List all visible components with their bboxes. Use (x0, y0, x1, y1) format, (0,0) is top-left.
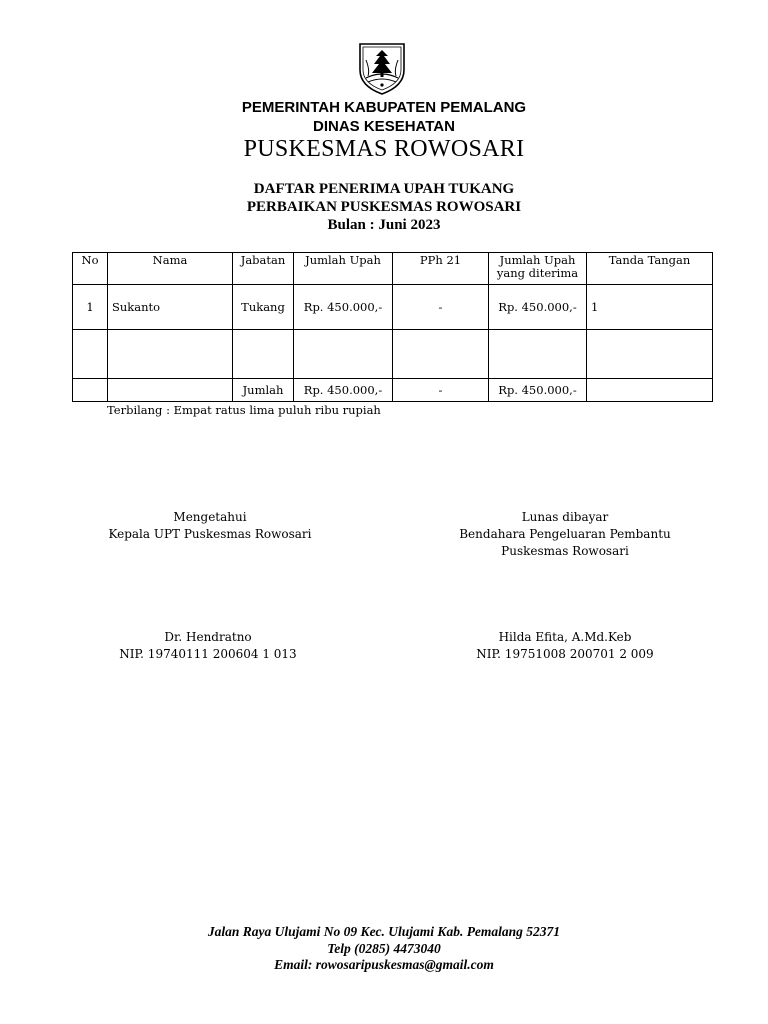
signatory-left (58, 629, 358, 663)
signature-right-line2: Bendahara Pengeluaran Pembantu (459, 527, 671, 541)
terbilang-text: Terbilang : Empat ratus lima puluh ribu rupiah (107, 403, 381, 417)
cell-pph: - (393, 285, 489, 330)
cell-jabatan: Tukang (233, 285, 294, 330)
col-header-jumlah-upah: Jumlah Upah (294, 253, 393, 285)
cell-empty (233, 330, 294, 379)
signature-right-line1: Lunas dibayar (521, 510, 609, 524)
signatory-right-name: Hilda Efita, A.Md.Keb (498, 630, 632, 644)
signatory-right-nip: NIP. 19751008 200701 2 009 (476, 647, 654, 661)
cell-diterima: Rp. 450.000,- (489, 285, 587, 330)
signature-right (415, 509, 715, 560)
wage-table (72, 252, 713, 402)
cell-empty (73, 379, 108, 402)
header-government: PEMERINTAH KABUPATEN PEMALANG (241, 99, 527, 116)
cell-jumlah-upah: Rp. 450.000,- (294, 285, 393, 330)
signature-right-line3: Puskesmas Rowosari (501, 544, 629, 558)
footer-phone: Telp (0285) 4473040 (327, 941, 441, 956)
signatory-right (415, 629, 715, 663)
cell-empty (489, 330, 587, 379)
header-department: DINAS KESEHATAN (313, 118, 455, 135)
signature-left-line2: Kepala UPT Puskesmas Rowosari (108, 527, 312, 541)
cell-empty (587, 379, 713, 402)
cell-empty (108, 330, 233, 379)
col-header-ttd: Tanda Tangan (587, 253, 713, 285)
signatory-left-name: Dr. Hendratno (164, 630, 252, 644)
document-period: Bulan : Juni 2023 (327, 217, 441, 233)
cell-empty (587, 330, 713, 379)
col-header-diterima-line1: Jumlah Upah (499, 253, 576, 267)
signature-left-line1: Mengetahui (173, 510, 247, 524)
col-header-pph: PPh 21 (393, 253, 489, 285)
cell-total-diterima: Rp. 450.000,- (489, 379, 587, 402)
col-header-no: No (73, 253, 108, 285)
cell-total-pph: - (393, 379, 489, 402)
cell-no: 1 (73, 285, 108, 330)
cell-total-label: Jumlah (233, 379, 294, 402)
signatory-left-nip: NIP. 19740111 200604 1 013 (119, 647, 297, 661)
col-header-diterima-line2: yang diterima (496, 266, 579, 280)
header-institution: PUSKESMAS ROWOSARI (243, 136, 525, 162)
table-row-empty (73, 330, 713, 379)
col-header-jabatan: Jabatan (233, 253, 294, 285)
col-header-diterima (489, 253, 587, 285)
table-header-row (73, 253, 713, 285)
cell-empty (294, 330, 393, 379)
footer-email: Email: rowosaripuskesmas@gmail.com (274, 957, 494, 972)
cell-total-jumlah-upah: Rp. 450.000,- (294, 379, 393, 402)
pemalang-regency-emblem (354, 40, 410, 96)
cell-empty (393, 330, 489, 379)
footer-address: Jalan Raya Ulujami No 09 Kec. Ulujami Kab. Pemalang 52371 (207, 924, 561, 939)
cell-empty (108, 379, 233, 402)
cell-ttd: 1 (587, 285, 713, 330)
document-subtitle: PERBAIKAN PUSKESMAS ROWOSARI (246, 199, 522, 215)
cell-nama: Sukanto (108, 285, 233, 330)
document-title: DAFTAR PENERIMA UPAH TUKANG (253, 181, 515, 197)
table-row (73, 285, 713, 330)
col-header-nama: Nama (108, 253, 233, 285)
signature-left (70, 509, 350, 543)
table-total-row (73, 379, 713, 402)
cell-empty (73, 330, 108, 379)
